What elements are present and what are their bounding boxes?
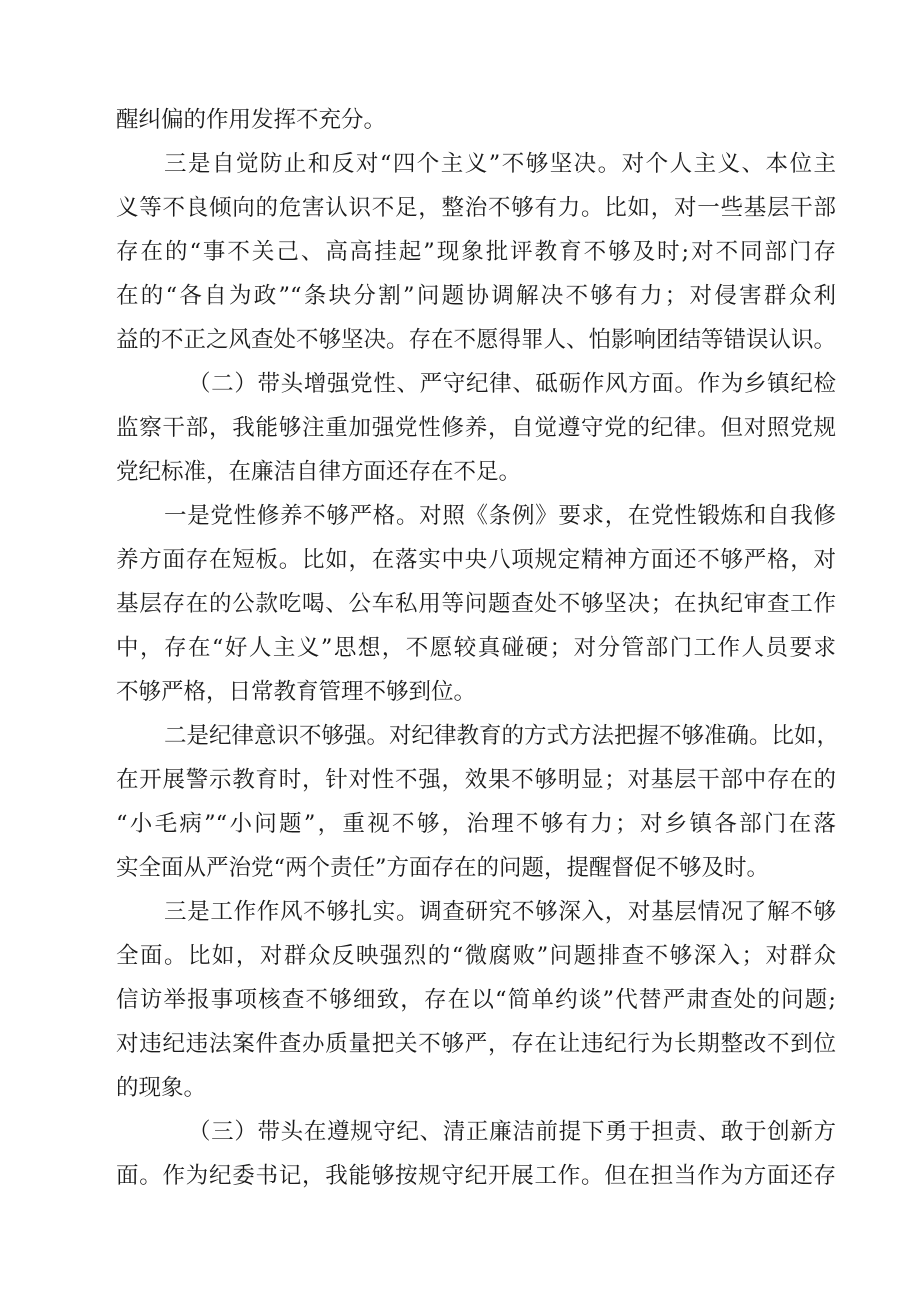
text-line: 中，存在“好人主义”思想，不愿较真碰硬；对分管部门工作人员要求 <box>116 635 836 661</box>
text-line: 对违纪违法案件查办质量把关不够严，存在让违纪行为长期整改不到位 <box>116 1031 836 1057</box>
text-line: 益的不正之风查处不够坚决。存在不愿得罪人、怕影响团结等错误认识。 <box>116 327 837 353</box>
text-line: 实全面从严治党“两个责任”方面存在的问题，提醒督促不够及时。 <box>116 855 770 881</box>
text-line: 存在的“事不关己、高高挂起”现象批评教育不够及时;对不同部门存 <box>116 239 836 265</box>
section-heading-line: （二）带头增强党性、严守纪律、砥砺作风方面。作为乡镇纪检 <box>188 371 836 397</box>
text-line: 面。作为纪委书记，我能够按规守纪开展工作。但在担当作为方面还存 <box>116 1163 836 1189</box>
text-line: 信访举报事项核查不够细致，存在以“简单约谈”代替严肃查处的问题; <box>116 987 836 1013</box>
text-line: 义等不良倾向的危害认识不足，整治不够有力。比如，对一些基层干部 <box>116 195 836 221</box>
text-line: 三是工作作风不够扎实。调查研究不够深入，对基层情况了解不够 <box>164 899 836 925</box>
text-line: 不够严格，日常教育管理不够到位。 <box>116 679 477 705</box>
section-heading-line: （三）带头在遵规守纪、清正廉洁前提下勇于担责、敢于创新方 <box>188 1119 836 1145</box>
text-line: 养方面存在短板。比如，在落实中央八项规定精神方面还不够严格，对 <box>116 547 836 573</box>
text-line: 三是自觉防止和反对“四个主义”不够坚决。对个人主义、本位主 <box>164 151 836 177</box>
text-line: 二是纪律意识不够强。对纪律教育的方式方法把握不够准确。比如， <box>164 723 840 749</box>
text-line: 一是党性修养不够严格。对照《条例》要求，在党性锻炼和自我修 <box>164 503 836 529</box>
text-line: “小毛病”“小问题”，重视不够，治理不够有力；对乡镇各部门在落 <box>116 811 836 837</box>
text-line: 醒纠偏的作用发挥不充分。 <box>116 107 387 133</box>
text-line: 在的“各自为政”“条块分割”问题协调解决不够有力；对侵害群众利 <box>116 283 836 309</box>
text-line: 监察干部，我能够注重加强党性修养，自觉遵守党的纪律。但对照党规 <box>116 415 836 441</box>
text-line: 的现象。 <box>116 1075 207 1101</box>
text-line: 全面。比如，对群众反映强烈的“微腐败”问题排查不够深入；对群众 <box>116 943 836 969</box>
text-line: 在开展警示教育时，针对性不强，效果不够明显；对基层干部中存在的 <box>116 767 836 793</box>
text-line: 党纪标准，在廉洁自律方面还存在不足。 <box>116 459 522 485</box>
text-line: 基层存在的公款吃喝、公车私用等问题查处不够坚决；在执纪审查工作 <box>116 591 836 617</box>
